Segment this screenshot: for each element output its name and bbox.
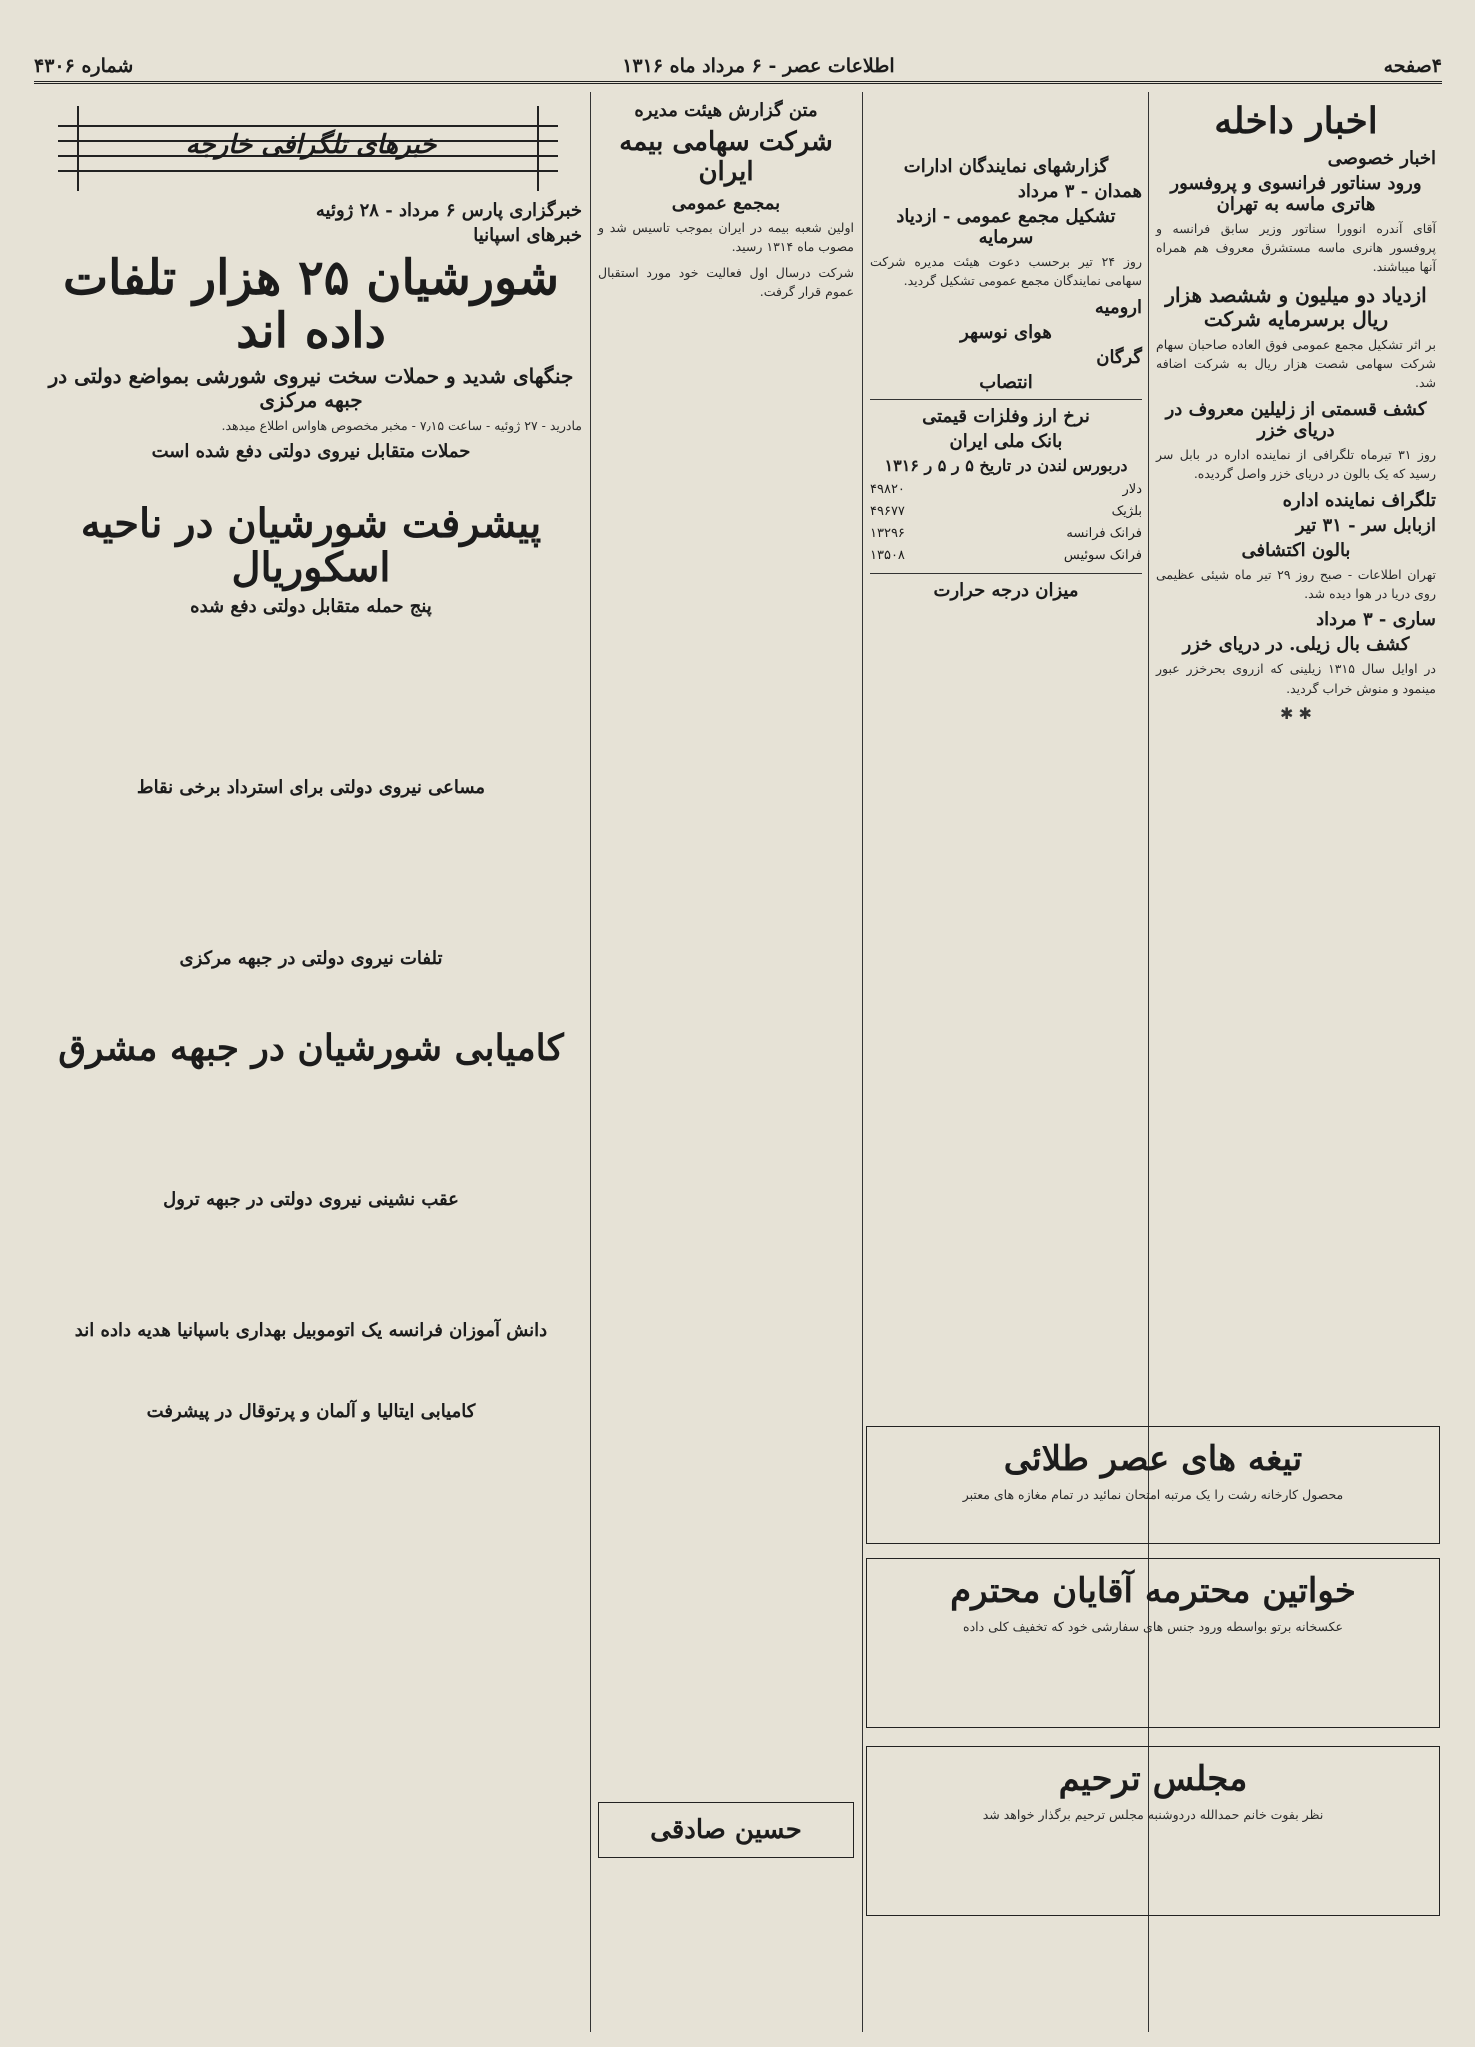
column-rule (590, 92, 591, 2032)
subhead: همدان - ۳ مرداد (1017, 181, 1142, 202)
headline: کامیابی ایتالیا و آلمان و پرتوقال در پیشرفت (146, 1400, 476, 1422)
banner-title: خبرهای تلگرافی خارجه (185, 130, 437, 160)
article-text: بر اثر تشکیل مجمع عمومی فوق العاده صاحبان سهام شرکت سهامی شصت هزار ریال به شرکت اضافه شد. (1156, 336, 1436, 391)
headline-main: کامیابی شورشیان در جبهه مشرق (58, 1026, 564, 1069)
subhead: تلگراف نماینده اداره (1282, 489, 1436, 511)
rate-value: ۱۳۲۹۶ (870, 525, 905, 541)
issue-number: شماره ۴۳۰۶ (34, 54, 134, 77)
rate-value: ۴۹۸۲۰ (870, 481, 905, 497)
rate-name: فرانک سوئیس (1063, 548, 1142, 564)
rate-row (870, 501, 1142, 523)
rate-row (870, 479, 1142, 501)
headline: نرخ ارز وفلزات قیمتی (922, 405, 1090, 427)
kicker: اخبار خصوصی (1327, 147, 1436, 169)
rate-name: بلژیک (1111, 503, 1142, 519)
article-text: اولین شعبه بیمه در ایران بموجب تاسیس شد و مصوب ماه ۱۳۱۴ رسید. (598, 220, 854, 255)
headline: عقب نشینی نیروی دولتی در جبهه ترول (163, 1188, 459, 1210)
column-left (34, 92, 588, 2032)
column-rule (862, 92, 863, 2032)
article-text: تهران اطلاعات - صبح روز ۲۹ تیر ماه شیئی عظیمی روی دریا در هوا دیده شد. (1156, 566, 1436, 601)
rate-row (870, 545, 1142, 567)
subhead: ازبابل سر - ۳۱ تیر (1295, 514, 1436, 536)
signature: حسین صادقی (650, 1814, 802, 1845)
subhead: گرگان (1096, 346, 1142, 368)
headline: ازدیاد دو میلیون و ششصد هزار ریال برسرمایه شرکت (1165, 282, 1427, 331)
ad-title: خواتین محترمه آقایان محترم (950, 1571, 1356, 1611)
headline: تلفات نیروی دولتی در جبهه مرکزی (179, 947, 443, 969)
headline: انتصاب (979, 371, 1033, 393)
headline-main: پیشرفت شورشیان در ناحیه اسکوریال (80, 499, 542, 591)
headline: حملات متقابل نیروی دولتی دفع شده است (151, 440, 471, 462)
column-center-left (592, 92, 860, 2032)
headline: میزان درجه حرارت (933, 580, 1079, 602)
ad-blades (866, 1426, 1440, 1544)
masthead (34, 50, 1442, 84)
column-rule (1148, 92, 1149, 2032)
divider (870, 399, 1142, 400)
headline: کشف قسمتی از زلیلین معروف در دریای خزر (1165, 398, 1427, 441)
headline: هوای نوسهر (960, 321, 1052, 343)
ad-memorial (866, 1746, 1440, 1916)
signature-box (598, 1802, 854, 1858)
headline: بانک ملی ایران (949, 430, 1063, 452)
column-right (1150, 92, 1442, 2032)
ornament-icon: ✱ ✱ (1280, 704, 1312, 724)
headline: تشکیل مجمع عمومی - ازدیاد سرمایه (896, 206, 1116, 248)
ad-text: محصول کارخانه رشت را یک مرتبه امتحان نمائید در تمام مغازه های معتبر (962, 1487, 1344, 1502)
article-text: روز ۲۴ تیر برحسب دعوت هیئت مدیره شرکت سهامی نمایندگان مجمع عمومی تشکیل گردید. (870, 254, 1142, 289)
rates-table (870, 479, 1142, 567)
dateline: خبرگزاری پارس ۶ مرداد - ۲۸ ژوئیه (315, 200, 582, 221)
ad-title: مجلس ترحیم (1058, 1759, 1248, 1799)
ad-photo-studio (866, 1558, 1440, 1728)
headline: دربورس لندن در تاریخ ۵ ر ۵ ر ۱۳۱۶ (884, 455, 1128, 475)
rate-name: فرانک فرانسه (1066, 525, 1142, 541)
headline: شرکت سهامی بیمه ایران (619, 127, 833, 187)
headline: کشف بال زیلی. در دریای خزر (1182, 634, 1410, 656)
subhead: جنگهای شدید و حملات سخت نیروی شورشی بمواضع دولتی در جبهه مرکزی (48, 363, 574, 412)
kicker: خبرهای اسپانیا (473, 225, 582, 246)
headline: متن گزارش هیئت مدیره (634, 100, 818, 121)
page-number: ۴صفحه (1383, 54, 1442, 77)
headline-main: شورشیان ۲۵ هزار تلفات داده اند (62, 250, 560, 359)
article-text: مادرید - ۲۷ ژوئیه - ساعت ۷٫۱۵ - مخبر مخصوص هاواس اطلاع میدهد. (221, 417, 582, 433)
rate-row (870, 523, 1142, 545)
headline: مساعی نیروی دولتی برای استرداد برخی نقاط (136, 776, 486, 798)
section-title: اخبار داخله (1214, 100, 1378, 142)
ad-title: تیغه های عصر طلائی (1003, 1439, 1303, 1479)
divider (870, 573, 1142, 574)
article-text: روز ۳۱ تیرماه تلگرافی از نماینده اداره در بابل سر رسید که یک بالون در دریای خزر واصل گردیده. (1156, 446, 1436, 482)
rate-value: ۱۳۵۰۸ (870, 548, 905, 564)
newspaper-title: اطلاعات عصر - ۶ مرداد ماه ۱۳۱۶ (622, 54, 895, 77)
headline: دانش آموزان فرانسه یک اتوموبیل بهداری باسپانیا هدیه داده اند (74, 1319, 548, 1341)
subhead: ارومیه (1094, 296, 1142, 318)
subhead: پنج حمله متقابل دولتی دفع شده (190, 595, 432, 617)
headline: گزارشهای نمایندگان ادارات (903, 156, 1109, 177)
headline: بالون اکتشافی (1241, 539, 1351, 561)
article-text: در اوایل سال ۱۳۱۵ زیلینی که ازروی بحرخزر عبور مینمود و منوش خراب گردید. (1156, 661, 1436, 696)
subhead: بمجمع عمومی (671, 193, 781, 214)
rate-value: ۴۹۶۷۷ (870, 503, 905, 519)
article-text: آقای آندره انوورا سناتور وزیر سابق فرانسه و پروفسور هانری ماسه مستشرق معروف هم همراه آنها میباشند. (1156, 220, 1436, 275)
subhead: ساری - ۳ مرداد (1316, 609, 1436, 631)
headline: ورود سناتور فرانسوی و پروفسور هاتری ماسه به تهران (1170, 172, 1422, 215)
ad-text: عکسخانه برتو بواسطه ورود جنس های سفارشی خود که تخفیف کلی داده (963, 1619, 1343, 1634)
rate-name: دلار (1122, 481, 1142, 497)
ad-text: نظر بفوت خانم حمدالله دردوشنبه مجلس ترحیم برگذار خواهد شد (982, 1807, 1324, 1822)
column-center-right (864, 92, 1148, 2032)
article-text: شرکت درسال اول فعالیت خود مورد استقبال عموم قرار گرفت. (598, 264, 854, 300)
